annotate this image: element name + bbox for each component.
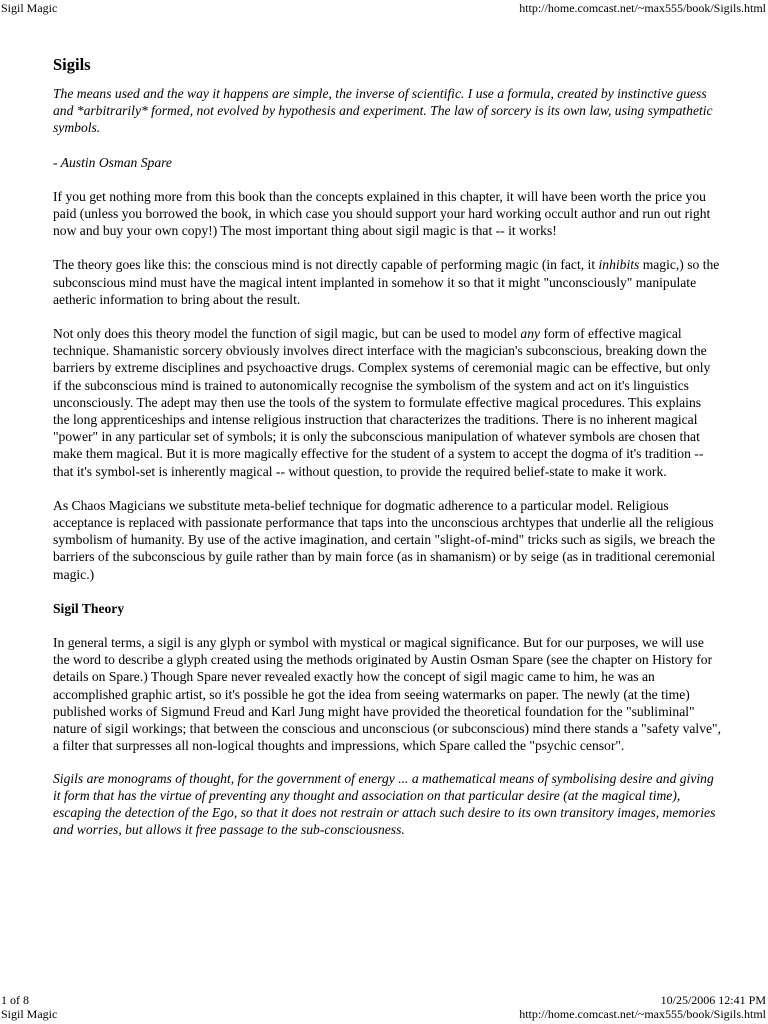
print-header-url: http://home.comcast.net/~max555/book/Sigils.html — [519, 1, 766, 15]
section-heading-sigil-theory: Sigil Theory — [53, 600, 125, 616]
paragraph-model-part-1: Not only does this theory model the function of sigil magic, but can be used to model — [53, 326, 521, 342]
emphasis-any: any — [520, 326, 541, 342]
paragraph-theory — [53, 256, 721, 308]
print-footer-url: http://home.comcast.net/~max555/book/Sigils.html — [519, 1007, 766, 1021]
quote-monograms: Sigils are monograms of thought, for the government of energy ... a mathematical means of symbolising desire and giving it form that has the virtue of preventing any thought and association on that particular desire (at the magical time), escaping the detection of the Ego, so that it does not restrain or attach such desire to its own transitory images, memories and worries, but allows it free passage to the sub-consciousness. — [53, 770, 716, 838]
epigraph-quote: The means used and the way it happens are simple, the inverse of scientific. I use a formula, created by instinctive guess and *arbitrarily* formed, not evolved by hypothesis and experiment. The law of sorcery is its own law, using sympathetic symbols. — [53, 86, 713, 136]
emphasis-inhibits: inhibits — [598, 257, 640, 273]
page-title: Sigils — [53, 55, 91, 74]
epigraph-attribution: - Austin Osman Spare — [53, 154, 172, 170]
paragraph-model — [53, 325, 721, 480]
paragraph-chaos-magicians: As Chaos Magicians we substitute meta-belief technique for dogmatic adherence to a particular model. Religious acceptance is replaced with passionate performance that taps into the unconscious archtypes that underlie all the religious symbolism of humanity. By use of the active imagination, and certain "slight-of-mind" tricks such as sigils, we breach the barriers of the subconscious by guile rather than by main force (as in shamanism) or by seige (as in traditional ceremonial magic.) — [53, 497, 716, 582]
print-header-title: Sigil Magic — [1, 1, 58, 15]
paragraph-theory-part-1: The theory goes like this: the conscious mind is not directly capable of performing magic (in fact, it — [53, 257, 599, 273]
print-footer-page-number: 1 of 8 — [1, 993, 29, 1007]
paragraph-model-part-2: form of effective magical technique. Shamanistic sorcery obviously involves direct interface with the magician's subconscious, breaking down the barriers by extreme disciplines and psychoactive drugs. Complex systems of ceremonial magic can be effective, but only if the subconscious mind is trained to autonomically recognise the symbolism of the system and act on it's linguistics unconsciously. The adept may then use the tools of the system to formulate effective magical procedures. This explains the long apprenticeships and intense religious instruction that characterizes the traditions. There is no inherent magical "power" in any particular set of symbols; it is only the subconscious manipulation of whatever symbols are chosen that make them magical. But it is more magically effective for the student of a system to accept the dogma of it's tradition -- that it's symbol-set is inherently magical -- without question, to provide the required belief-state to make it work. — [53, 326, 711, 479]
article-body — [53, 50, 721, 855]
print-footer-title: Sigil Magic — [1, 1007, 58, 1021]
paragraph-theory-part-2: magic,) so the subconscious mind must have the magical intent implanted in somehow it so that it might "unconsciously" manipulate aetheric information to bring about the result. — [53, 257, 720, 307]
paragraph-intro: If you get nothing more from this book than the concepts explained in this chapter, it will have been worth the price you paid (unless you borrowed the book, in which case you should support your hard working occult author and run out right now and buy your own copy!) The most important thing about sigil magic is that -- it works! — [53, 188, 711, 239]
print-footer-datetime: 10/25/2006 12:41 PM — [660, 993, 766, 1007]
paragraph-general-terms: In general terms, a sigil is any glyph or symbol with mystical or magical significance. But for our purposes, we will use the word to describe a glyph created using the methods originated by Austin Osman Spare (see the chapter on History for details on Spare.) Though Spare never revealed exactly how the concept of sigil magic came to him, he was an accomplished graphic artist, so it's possible he got the idea from seeing watermarks on paper. The newly (at the time) published works of Sigmund Freud and Karl Jung might have provided the theoretical foundation for the "subliminal" nature of sigil workings; that between the conscious and unconscious (or subconscious) mind there stands a "safety valve", a filter that surpresses all non-logical thoughts and impressions, which Spare called the "psychic censor". — [53, 635, 721, 754]
